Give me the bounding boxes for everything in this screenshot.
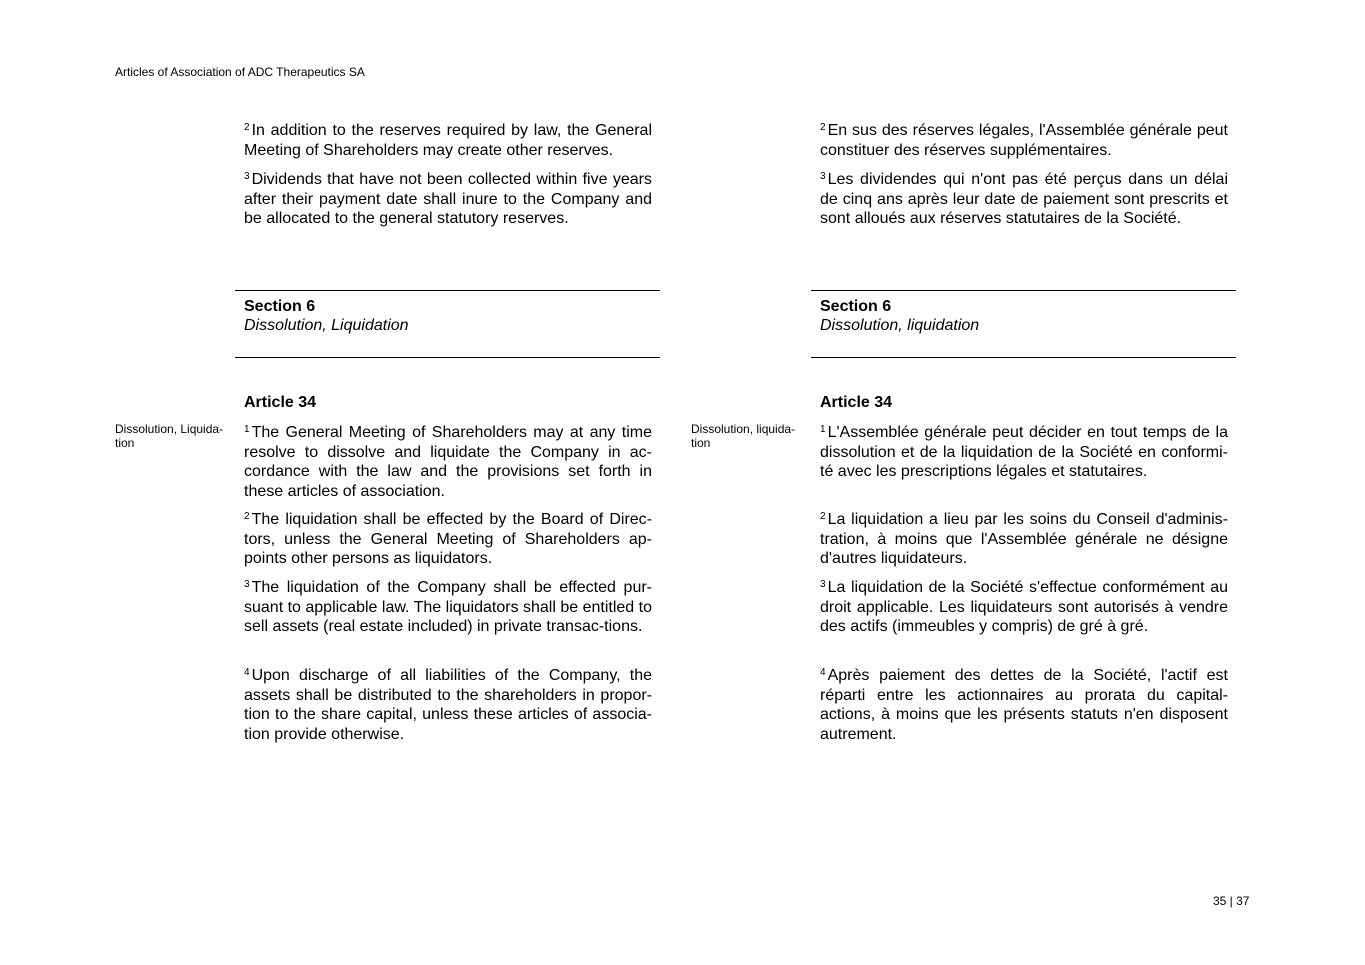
en-margin-note: Dissolution, Liquida-tion [115,422,224,450]
en-article-paragraph-4: $^4$ Upon discharge of all liabilities of the Company, the assets shall be distributed to the shareholders in propor-tion to the share capital, unless these articles of associa-tion provide otherwise. [244,667,652,743]
en-article-paragraph-1: $^1$ The General Meeting of Shareholders may at any time resolve to dissolve and liquidate the Company in ac-cordance with the law and the provisions set forth in these articles of association. [244,424,652,500]
fr-article-paragraph-3: $^3$ La liquidation de la Société s'effectue conformément au droit applicable. Les liquidateurs sont autorisés à vendre des actifs (immeubles y compris) de gré à gré. [820,579,1228,635]
fr-article-paragraph-2: $^2$ La liquidation a lieu par les soins du Conseil d'adminis-tration, à moins que l'Assemblée générale ne désigne d'autres liquidateurs. [820,511,1228,567]
en-section-rule-bottom [235,357,660,358]
document-header: Articles of Association of ADC Therapeutics SA [115,65,365,79]
en-article-paragraph-2: $^2$ The liquidation shall be effected by the Board of Direc-tors, unless the General Meeting of Shareholders ap-points other persons as liquidators. [244,511,652,567]
fr-article-title: Article 34 [820,394,893,411]
fr-intro-paragraph-2: $^2$ En sus des réserves légales, l'Assemblée générale peut constituer des réserves supplémentaires. [820,122,1228,159]
fr-article-paragraph-4: $^4$ Après paiement des dettes de la Société, l'actif est réparti entre les actionnaires au prorata du capital-actions, à moins que les présents statuts n'en disposent autrement. [820,667,1228,743]
en-intro-paragraph-3: $^3$ Dividends that have not been collected within five years after their payment date shall inure to the Company and be allocated to the general statutory reserves. [244,171,652,227]
en-section-subtitle: Dissolution, Liquidation [244,317,409,334]
fr-section-subtitle: Dissolution, liquidation [820,317,980,334]
fr-section-rule-bottom [811,357,1236,358]
fr-article-paragraph-1: $^1$ L'Assemblée générale peut décider en tout temps de la dissolution et de la liquidation de la Société en conformi-té avec les prescriptions légales et statutaires. [820,424,1228,480]
en-section-title: Section 6 [244,298,316,315]
en-intro-paragraph-2: $^2$ In addition to the reserves required by law, the General Meeting of Shareholders may create other reserves. [244,122,652,159]
fr-section-title: Section 6 [820,298,892,315]
page-number: 35 | 37 [1213,894,1250,908]
fr-intro-paragraph-3: $^3$ Les dividendes qui n'ont pas été perçus dans un délai de cinq ans après leur date de paiement sont prescrits et sont alloués aux réserves statutaires de la Société. [820,171,1228,227]
en-section-rule-top [235,290,660,291]
fr-margin-note: Dissolution, liquida-tion [691,422,796,450]
en-article-paragraph-3: $^3$ The liquidation of the Company shall be effected pur-suant to applicable law. The liquidators shall be entitled to sell assets (real estate included) in private transac-tions. [244,579,652,635]
en-article-title: Article 34 [244,394,317,411]
fr-section-rule-top [811,290,1236,291]
